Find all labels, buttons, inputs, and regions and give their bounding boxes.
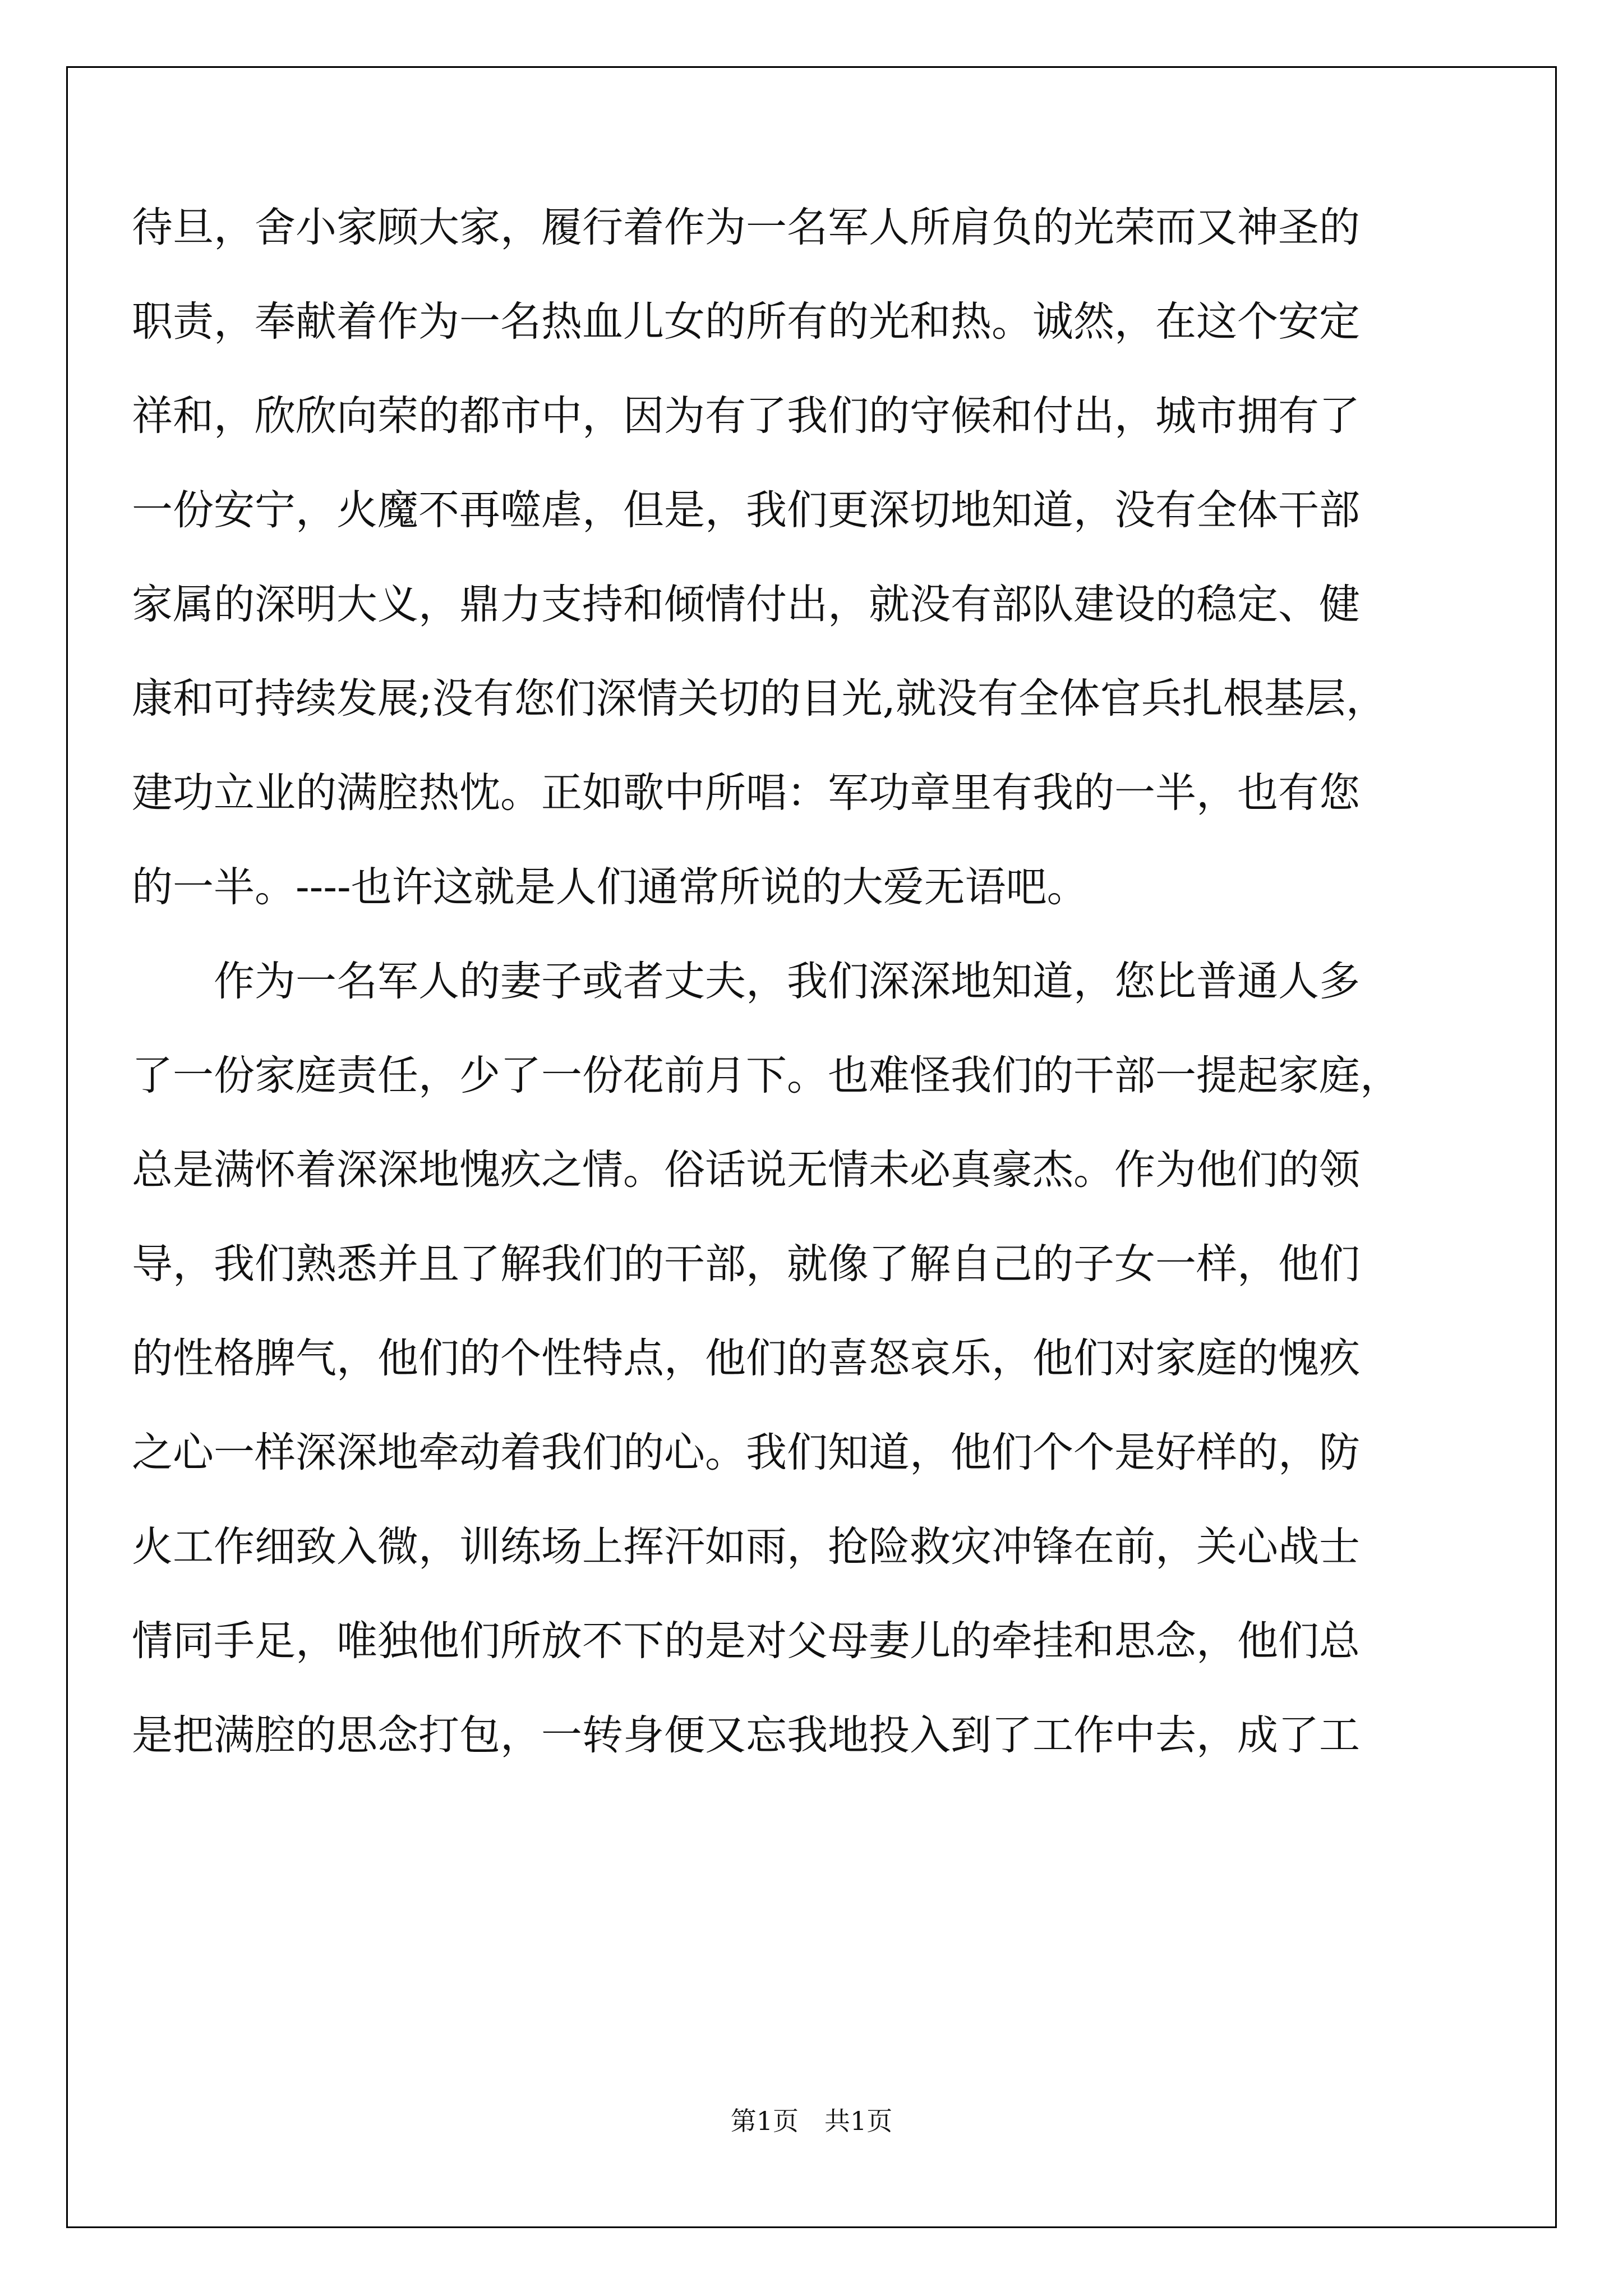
text-line: 火工作细致入微，训练场上挥汗如雨，抢险救灾冲锋在前，关心战士: [132, 1523, 1360, 1571]
paragraph-first-line: 作为一名军人的妻子或者丈夫，我们深深地知道，您比普通人多: [214, 958, 1360, 1005]
text-line: 情同手足，唯独他们所放不下的是对父母妻儿的牵挂和思念，他们总: [132, 1617, 1360, 1665]
text-line: 了一份家庭责任，少了一份花前月下。也难怪我们的干部一提起家庭，: [132, 1052, 1401, 1099]
text-line: 总是满怀着深深地愧疚之情。俗话说无情未必真豪杰。作为他们的领: [132, 1146, 1360, 1194]
text-line: 的性格脾气，他们的个性特点，他们的喜怒哀乐，他们对家庭的愧疚: [132, 1335, 1360, 1382]
text-line: 建功立业的满腔热忱。正如歌中所唱：军功章里有我的一半，也有您: [132, 769, 1360, 817]
text-line: 之心一样深深地牵动着我们的心。我们知道，他们个个是好样的，防: [132, 1429, 1360, 1476]
text-line: 祥和，欣欣向荣的都市中，因为有了我们的守候和付出，城市拥有了: [132, 392, 1360, 440]
page-number-footer: 第1页 共1页: [730, 2106, 893, 2136]
text-line: 职责，奉献着作为一名热血儿女的所有的光和热。诚然，在这个安定: [132, 298, 1360, 346]
text-line: 康和可持续发展;没有您们深情关切的目光,就没有全体官兵扎根基层，: [132, 675, 1387, 723]
text-line: 的一半。----也许这就是人们通常所说的大爱无语吧。: [132, 863, 1088, 911]
document-body: [132, 181, 1422, 1783]
text-line: 一份安宁，火魔不再噬虐，但是，我们更深切地知道，没有全体干部: [132, 486, 1360, 534]
text-line: 导，我们熟悉并且了解我们的干部，就像了解自己的子女一样，他们: [132, 1240, 1360, 1288]
text-line: 家属的深明大义，鼎力支持和倾情付出，就没有部队建设的稳定、健: [132, 581, 1360, 628]
text-line: 待旦，舍小家顾大家，履行着作为一名军人所肩负的光荣而又神圣的: [132, 204, 1360, 251]
text-line: 是把满腔的思念打包，一转身便又忘我地投入到了工作中去，成了工: [132, 1711, 1360, 1759]
